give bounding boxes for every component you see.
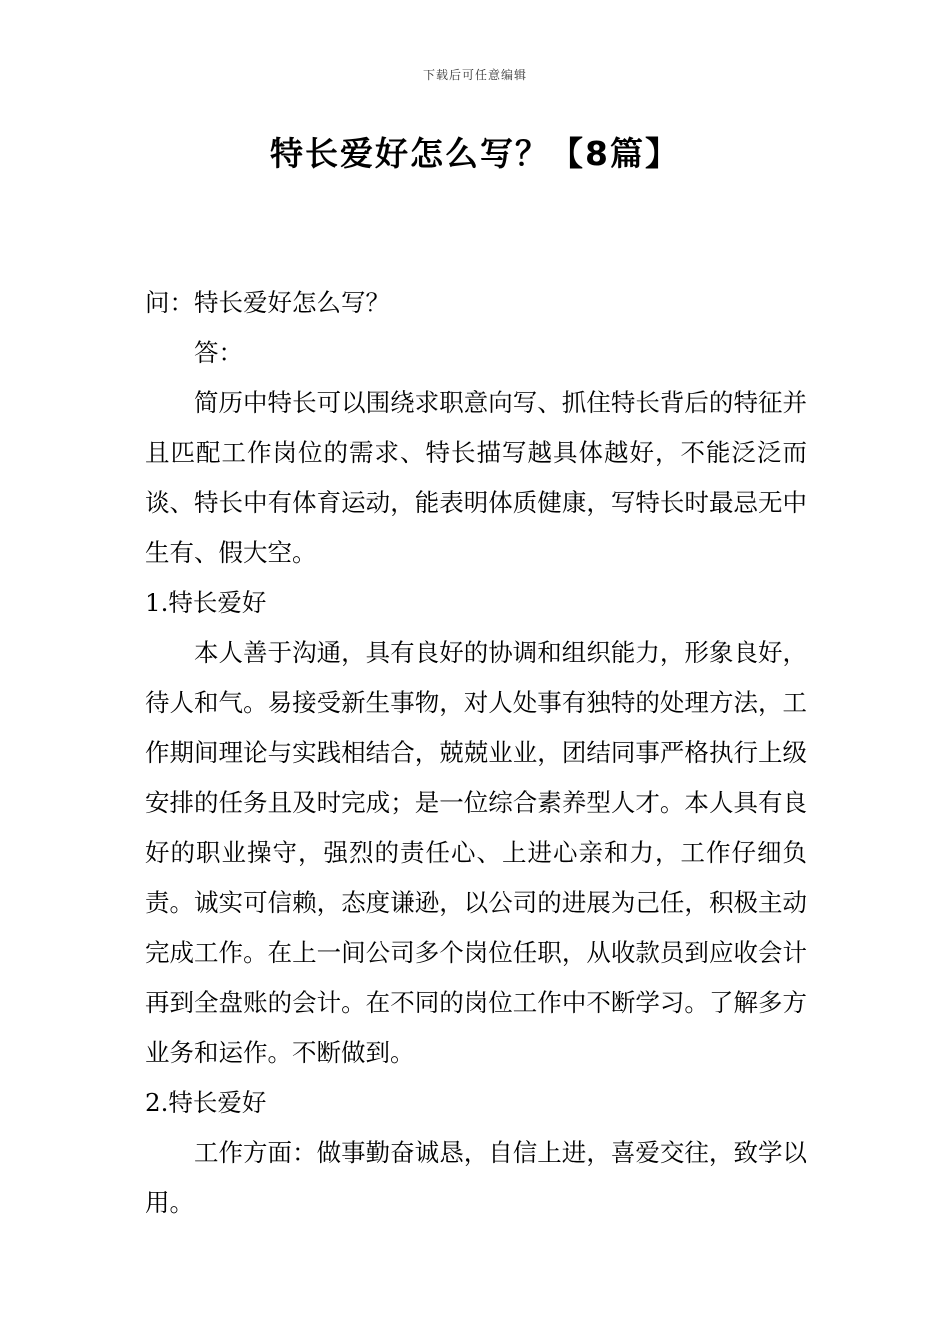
answer-paragraph: 简历中特长可以围绕求职意向写、抓住特长背后的特征并且匹配工作岗位的需求、特长描写越具体越好，不能泛泛而谈、特长中有体育运动，能表明体质健康，写特长时最忌无中生有、假大空。	[145, 388, 807, 567]
section-paragraph: 工作方面：做事勤奋诚恳，自信上进，喜爱交往，致学以用。	[145, 1138, 807, 1217]
page-title: 特长爱好怎么写？【8篇】	[270, 134, 680, 173]
answer-label: 答：	[194, 338, 243, 367]
document-body	[145, 278, 807, 1228]
section-paragraph: 本人善于沟通，具有良好的协调和组织能力，形象良好，待人和气。易接受新生事物，对人处事有独特的处理方法，工作期间理论与实践相结合，兢兢业业，团结同事严格执行上级安排的任务且及时完成；是一位综合素养型人才。本人具有良好的职业操守，强烈的责任心、上进心亲和力，工作仔细负责。诚实可信赖，态度谦逊，以公司的进展为己任，积极主动完成工作。在上一间公司多个岗位任职，从收款员到应收会计再到全盘账的会计。在不同的岗位工作中不断学习。了解多方业务和运作。不断做到。	[145, 638, 807, 1067]
section-heading: 1.特长爱好	[145, 588, 267, 617]
header-note: 下载后可任意编辑	[422, 68, 527, 82]
section-heading: 2.特长爱好	[145, 1088, 267, 1117]
question-line: 问：特长爱好怎么写？	[145, 288, 390, 317]
